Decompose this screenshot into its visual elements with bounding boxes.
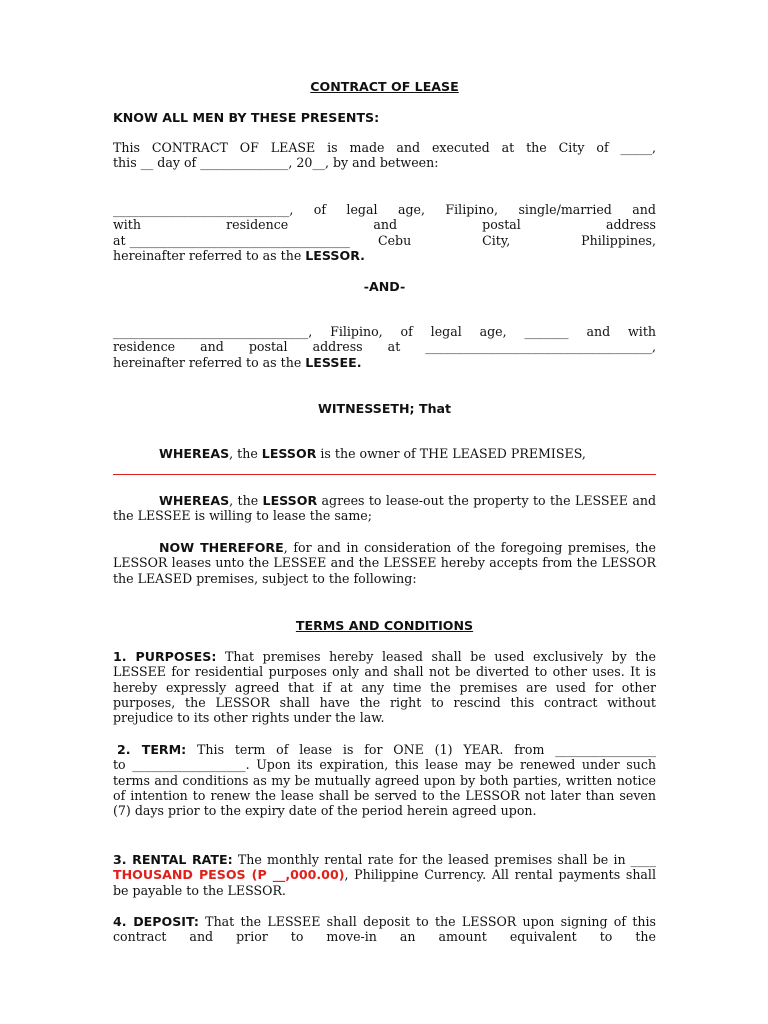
term-3-rental-rate: [113, 852, 656, 898]
lessor-city: Cebu City, Philippines,: [377, 232, 656, 248]
intro-paragraph: [113, 140, 656, 171]
now-therefore-text: , for and in consideration of the foregoing premises, the LESSOR leases unto the LESSEE and the LESSEE hereby accepts from the LESSOR the LEASED premises, subject to the following:: [113, 540, 656, 586]
whereas-2-lessor: LESSOR: [262, 493, 318, 508]
lessor-line-4: [113, 248, 656, 263]
lessee-line-2: residence and postal address at ____________________________________,: [113, 339, 656, 355]
term-1-label: 1. PURPOSES:: [113, 649, 217, 664]
lessor-line-3: [113, 233, 656, 248]
intro-line-1: This CONTRACT OF LEASE is made and executed at the City of _____,: [113, 140, 656, 155]
whereas-2: [113, 493, 656, 524]
lessor-address-blank: at ___________________________________: [113, 232, 350, 248]
and-separator: -AND-: [363, 279, 406, 294]
now-therefore-paragraph: [113, 540, 656, 586]
whereas-2-bold: WHEREAS: [159, 493, 230, 508]
whereas-1-bold: WHEREAS: [159, 446, 230, 461]
document-title: CONTRACT OF LEASE: [310, 79, 459, 94]
whereas-1-text-a: , the: [229, 446, 262, 461]
whereas-2-text-b: agrees to lease-out the property to the LESSEE and the LESSEE is willing to lease the same;: [113, 493, 656, 524]
term-2-term: [113, 742, 656, 818]
lessor-party-paragraph: [113, 202, 656, 263]
lessee-party-paragraph: [113, 324, 656, 370]
term-3-text-b: , Philippine Currency. All rental payments shall be payable to the LESSOR.: [113, 867, 656, 898]
lessee-line-1: _______________________________, Filipino, of legal age, _______ and with: [113, 324, 656, 339]
term-1-purposes: [113, 649, 656, 725]
whereas-2-text-a: , the: [229, 493, 263, 508]
now-therefore-bold: NOW THEREFORE: [159, 540, 284, 555]
term-3-text-a: The monthly rental rate for the leased premises shall be in ____: [232, 852, 656, 867]
whereas-1-lessor: LESSOR: [261, 446, 317, 461]
know-all-heading: KNOW ALL MEN BY THESE PRESENTS:: [113, 110, 380, 125]
term-3-label: 3. RENTAL RATE:: [113, 852, 233, 867]
lessor-ref-bold: LESSOR.: [305, 247, 365, 263]
term-3-amount: THOUSAND PESOS (P __,000.00): [113, 867, 345, 883]
whereas-1: [113, 446, 656, 461]
lessee-ref-bold: LESSEE.: [305, 354, 362, 370]
red-rule: [113, 474, 656, 475]
lessee-ref-text: hereinafter referred to as the: [113, 354, 306, 370]
whereas-1-text-b: is the owner of THE LEASED PREMISES,: [316, 446, 586, 461]
term-4-deposit: [113, 914, 656, 945]
lessor-line-1: ____________________________, of legal age, Filipino, single/married and: [113, 202, 656, 217]
intro-line-2: this __ day of ______________, 20__, by and between:: [113, 155, 439, 171]
term-2-line-1-text: This term of lease is for ONE (1) YEAR. from ________________: [186, 742, 656, 757]
term-2-label: 2. TERM:: [117, 742, 187, 757]
terms-title: TERMS AND CONDITIONS: [295, 618, 474, 633]
term-1-text: That premises hereby leased shall be used exclusively by the LESSEE for residential purposes only and shall not be diverted to other uses. It is hereby expressly agreed that if at any time the premises are used for other purposes, the LESSOR shall have the right to rescind this contract without prejudice to its other rights under the law.: [113, 649, 656, 726]
term-4-text: That the LESSEE shall deposit to the LESSOR upon signing of this contract and prior to move-in an amount equivalent to the: [113, 914, 656, 945]
witnesseth-heading: WITNESSETH; That: [317, 401, 452, 416]
lessee-line-3: [113, 355, 656, 370]
term-2-rest: to __________________. Upon its expiration, this lease may be renewed under such terms and conditions as my be mutually agreed upon by both parties, written notice of intention to renew the lease shall be served to the LESSOR not later than seven (7) days prior to the expiry date of the period herein agreed upon.: [113, 757, 656, 819]
term-4-label: 4. DEPOSIT:: [113, 914, 199, 929]
lessor-line-2: with residence and postal address: [113, 217, 656, 233]
term-2-line-1: [113, 742, 656, 757]
lessor-ref-text: hereinafter referred to as the: [113, 247, 306, 263]
